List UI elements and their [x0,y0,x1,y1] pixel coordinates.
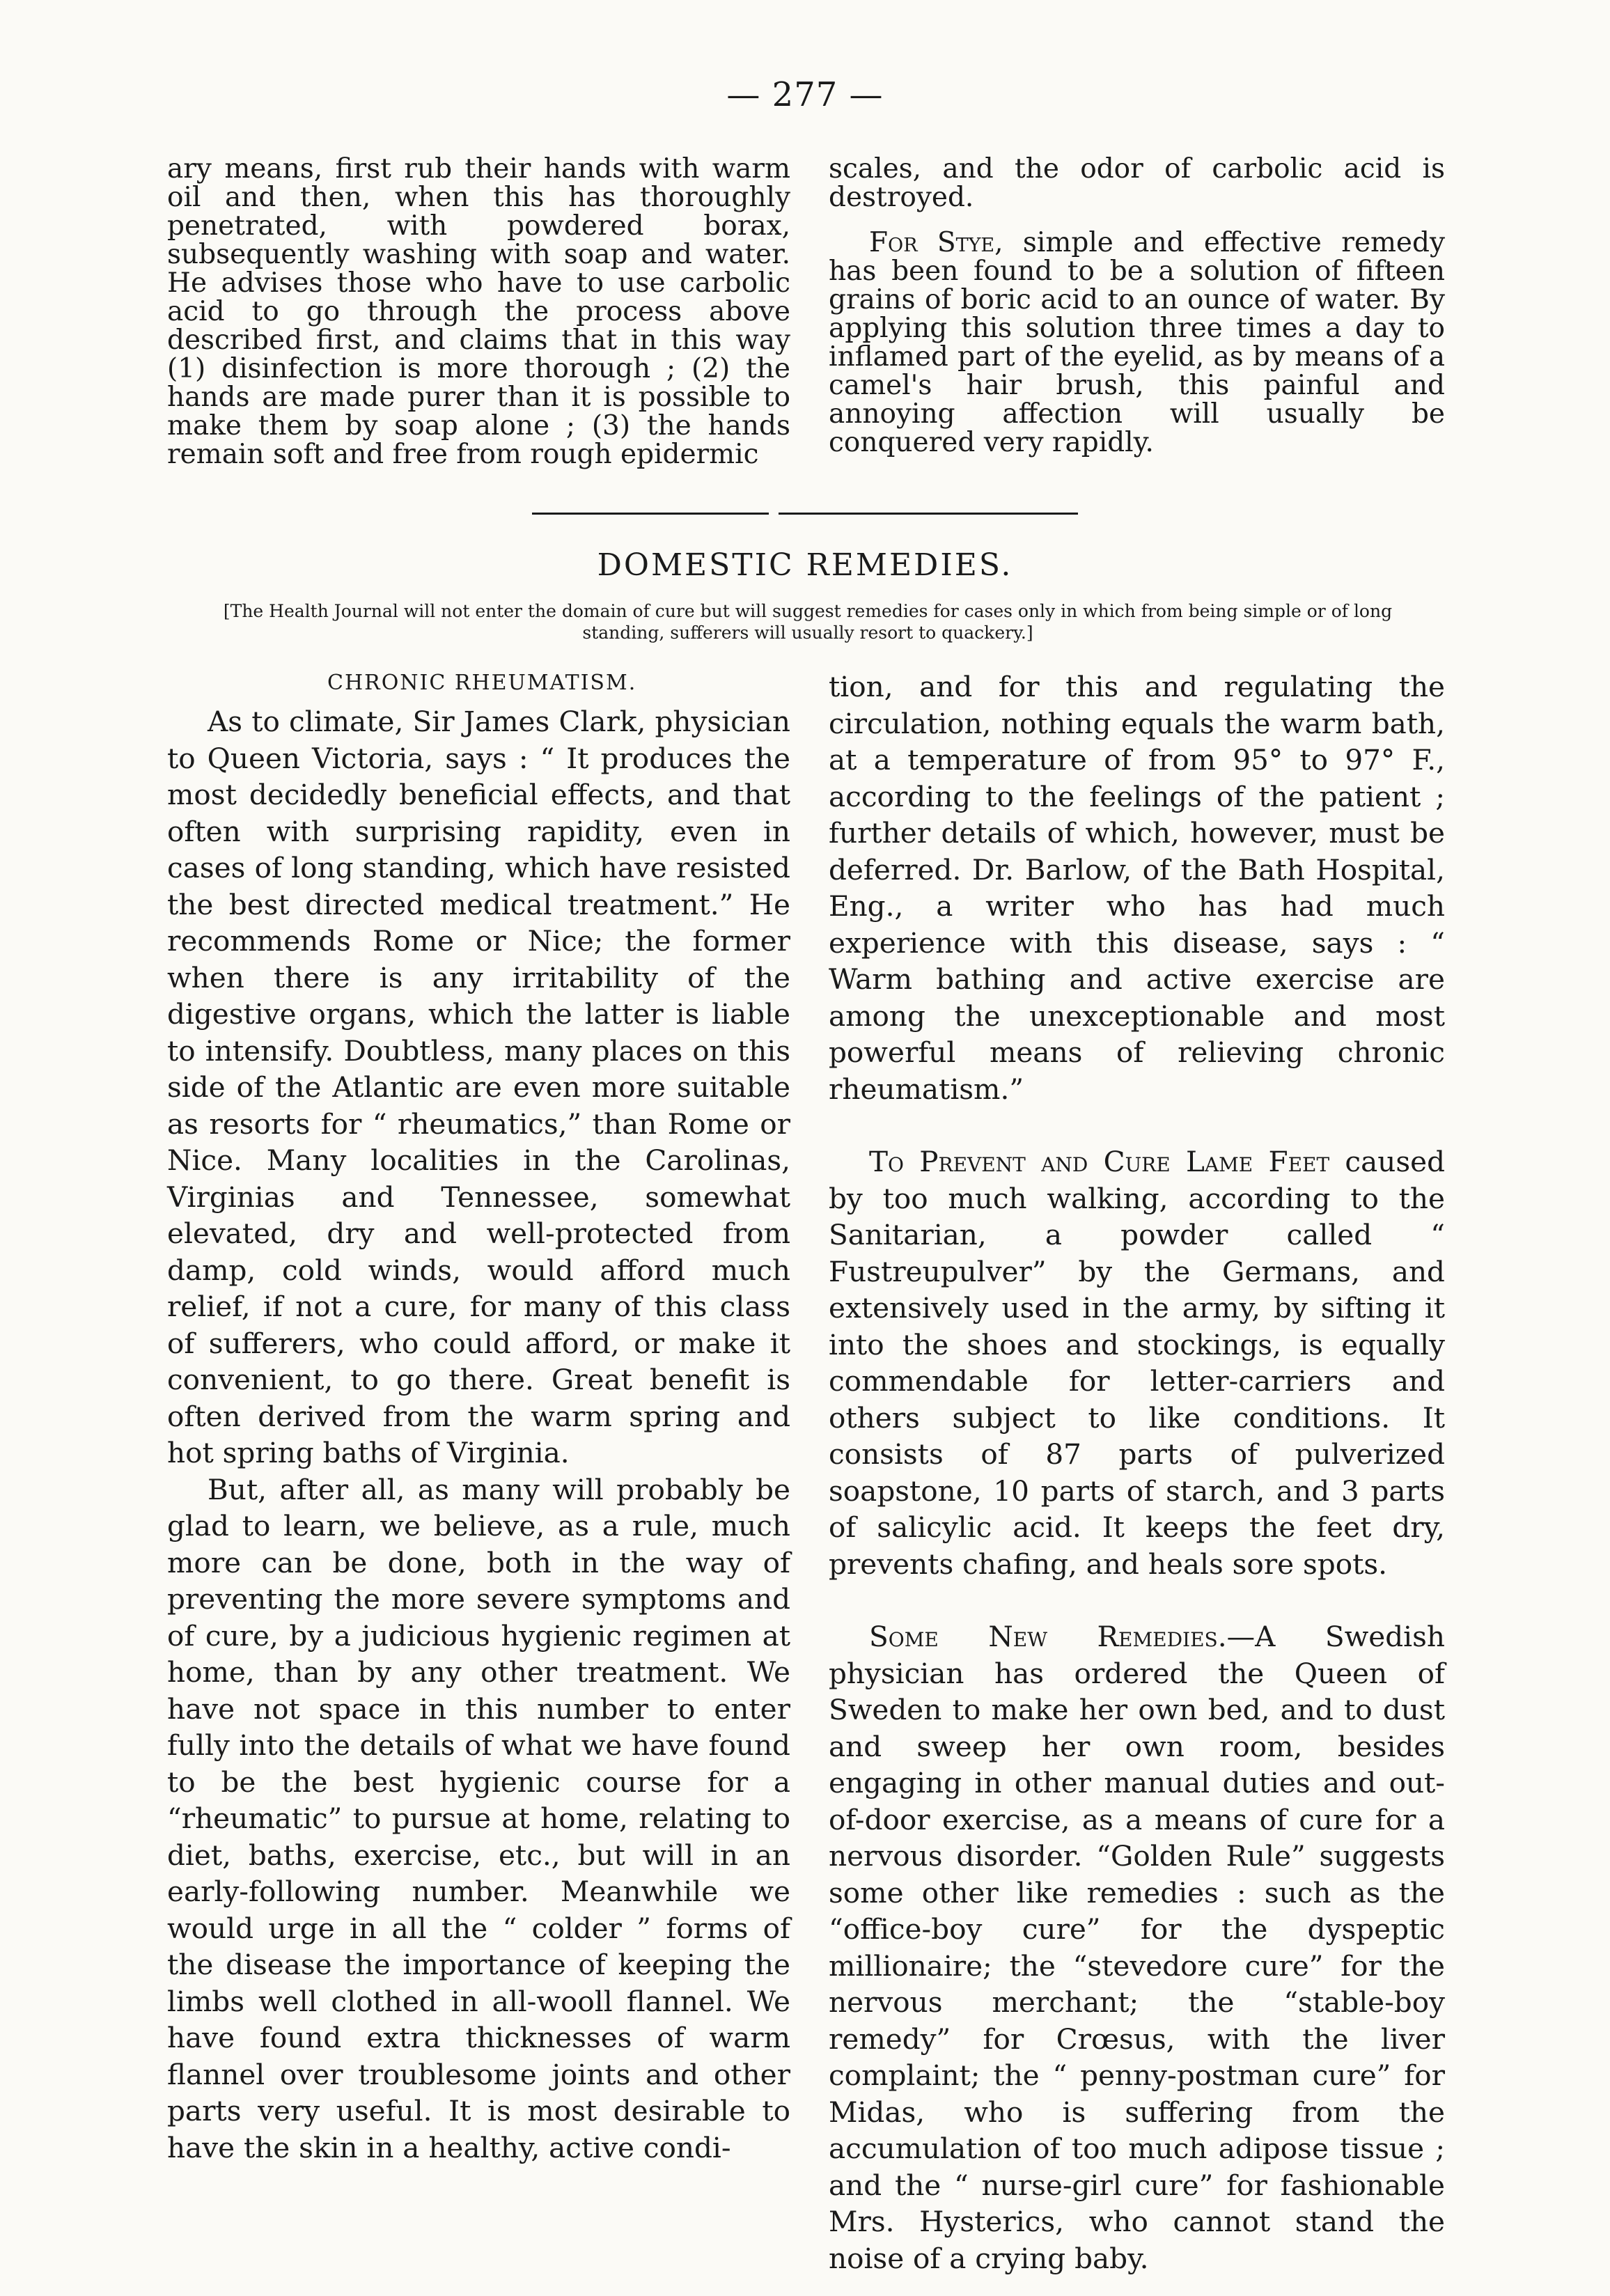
stye-paragraph-text: simple and effective remedy has been found to be a solution of fifteen grains of boric acid to an ounce of water. By applying this solution three times a day to inflamed part of the eyelid, as by means of a camel's hair brush, this painful and annoying affection will usually be conquered very rapidly. [829,227,1446,458]
stye-paragraph [829,228,1445,457]
lame-feet-paragraph [829,1143,1445,1582]
top-right-column [829,155,1445,457]
stye-run-in-heading: For Stye, [869,227,1003,258]
editorial-note: [The Health Journal will not enter the domain of cure but will suggest remedies for cases only in which from being simple or of long standing, sufferers will usually resort to quackery.] [223,601,1393,643]
bottom-right-column [829,669,1445,2277]
bottom-left-column [167,703,790,2166]
section-divider-rule [532,513,1078,515]
lame-feet-run-in-heading: To Prevent and Cure Lame Feet [869,1145,1330,1178]
new-remedies-run-in-heading: Some New Remedies. [869,1620,1227,1653]
page-number: — 277 — [726,75,884,114]
lame-feet-paragraph-text: caused by too much walking, according to the Sanitarian, a powder called “ Fustreupulver” by the Germans, and extensively used in the army, by sifting it into the shoes and stockings, is equally commendable for letter-carriers and others subject to like conditions. It consists of 87 parts of pulverized soapstone, 10 parts of starch, and 3 parts of salicylic acid. It keeps the feet dry, prevents chafing, and heals sore spots. [829,1145,1445,1581]
new-remedies-paragraph-text: —A Swedish physician has ordered the Queen of Sweden to make her own bed, and to dust and sweep her own room, besides engaging in other manual duties and out-of-door exercise, as a means of cure for a nervous disorder. “Golden Rule” suggests some other like remedies : such as the “office-boy cure” for the dyspeptic millionaire; the “stevedore cure” for the nervous merchant; the “stable-boy remedy” for Crœsus, with the liver complaint; the “ penny-postman cure” for Midas, who is suffering from the accumulation of too much adipose tissue ; and the “ nurse-girl cure” for fashionable Mrs. Hysterics, who cannot stand the noise of a crying baby. [829,1620,1446,2275]
top-left-column [167,155,790,469]
climate-paragraph: As to climate, Sir James Clark, physician to Queen Victoria, says : “ It produces the most decidedly beneficial effects, and that often with surprising rapidity, even in cases of long standing, which have resisted the best directed medical treatment.” He recommends Rome or Nice; the former when there is any irritability of the digestive organs, which the latter is liable to intensify. Doubtless, many places on this side of the Atlantic are even more suitable as resorts for “ rheumatics,” than Rome or Nice. Many localities in the Carolinas, Virginias and Tennessee, somewhat elevated, dry and well-protected from damp, cold winds, would afford much relief, if not a cure, for many of this class of sufferers, who could afford, or make it convenient, to go there. Great benefit is often derived from the warm spring and hot spring baths of Virginia. [167,705,790,1469]
hygienic-regimen-paragraph: But, after all, as many will probably be glad to learn, we believe, as a rule, much more can be done, both in the way of preventing the more severe symptoms and of cure, by a judicious hygienic regimen at home, than by any other treatment. We have not space in this number to enter fully into the details of what we have found to be the best hygienic course for a “rheumatic” to pursue at home, relating to diet, baths, exercise, etc., but will in an early-following number. Meanwhile we would urge in all the “ colder ” forms of the disease the importance of keeping the limbs well clothed in all-wooll flannel. We have found extra thicknesses of warm flannel over troublesome joints and other parts very useful. It is most desirable to have the skin in a healthy, active condi- [167,1472,790,2164]
section-title: DOMESTIC REMEDIES. [597,547,1013,583]
top-left-paragraph: ary means, first rub their hands with warm oil and then, when this has thoroughly penetrated, with powdered borax, subsequently washing with soap and water. He advises those who have to use carbolic acid to go through the process above described first, and claims that in this way (1) disinfection is more thorough ; (2) the hands are made purer than it is possible to make them by soap alone ; (3) the hands remain soft and free from rough epidermic [167,153,790,470]
warm-bath-paragraph: tion, and for this and regulating the circulation, nothing equals the warm bath, at a temperature of from 95° to 97° F., according to the feelings of the patient ; further details of which, however, must be deferred. Dr. Barlow, of the Bath Hospital, Eng., a writer who has had much experience with this disease, says : “ Warm bathing and active exercise are among the unexceptionable and most powerful means of relieving chronic rheumatism.” [829,670,1445,1106]
new-remedies-paragraph [829,1618,1445,2277]
subheading-chronic-rheumatism: CHRONIC RHEUMATISM. [327,671,637,695]
top-right-paragraph-1: scales, and the odor of carbolic acid is destroyed. [829,153,1445,213]
